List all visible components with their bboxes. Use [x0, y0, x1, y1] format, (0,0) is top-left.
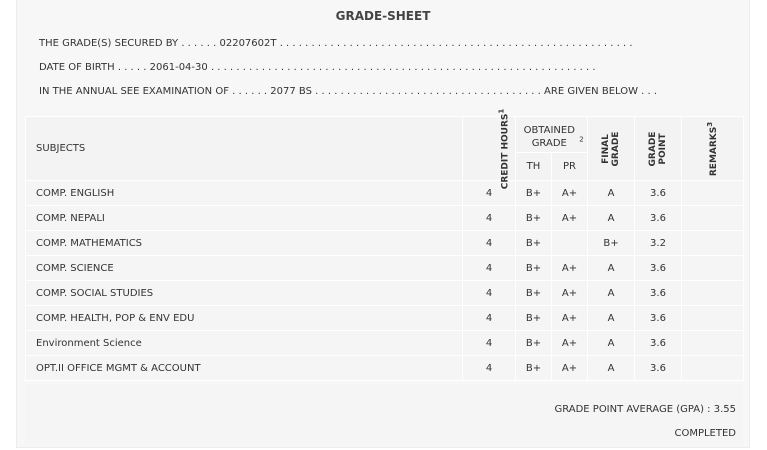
remarks-cell	[682, 306, 744, 331]
credit-hours-cell: 4	[463, 331, 516, 356]
th-grade-cell: B+	[516, 331, 552, 356]
dob-line	[39, 62, 596, 73]
grade-point-label: GRADE POINT	[648, 131, 668, 166]
table-row	[26, 306, 744, 331]
th-grade-cell: B+	[516, 306, 552, 331]
result-status: COMPLETED	[674, 428, 736, 439]
header-th: TH	[516, 153, 552, 181]
th-grade-cell: B+	[516, 206, 552, 231]
leader-dots: . . . . .	[117, 62, 150, 73]
final-grade-cell: A	[588, 181, 635, 206]
subject-cell: COMP. MATHEMATICS	[26, 231, 463, 256]
leader-dots: . . . . . .	[232, 86, 271, 97]
credit-hours-cell: 4	[463, 206, 516, 231]
gpa-summary: GRADE POINT AVERAGE (GPA) : 3.55	[554, 404, 736, 415]
grade-point-cell: 3.6	[635, 281, 682, 306]
credit-hours-cell: 4	[463, 181, 516, 206]
table-row	[26, 356, 744, 381]
remarks-cell	[682, 331, 744, 356]
subject-cell: COMP. NEPALI	[26, 206, 463, 231]
pr-grade-cell: A+	[552, 331, 588, 356]
header-final-grade	[588, 117, 635, 181]
pr-grade-cell	[552, 231, 588, 256]
table-row	[26, 206, 744, 231]
subject-cell: Environment Science	[26, 331, 463, 356]
table-row	[26, 231, 744, 256]
header-credit-hours	[463, 108, 516, 189]
final-grade-cell: A	[588, 206, 635, 231]
th-grade-cell: B+	[516, 181, 552, 206]
table-row	[26, 181, 744, 206]
header-subjects: SUBJECTS	[26, 117, 463, 181]
remarks-cell	[682, 281, 744, 306]
final-grade-cell: A	[588, 331, 635, 356]
pr-grade-cell: A+	[552, 356, 588, 381]
final-grade-cell: A	[588, 256, 635, 281]
th-grade-cell: B+	[516, 231, 552, 256]
remarks-cell	[682, 256, 744, 281]
header-obtained-grade	[516, 117, 588, 153]
grade-point-cell: 3.6	[635, 256, 682, 281]
remarks-cell	[682, 181, 744, 206]
credit-hours-cell: 4	[463, 281, 516, 306]
credit-hours-cell: 4	[463, 231, 516, 256]
pr-grade-cell: A+	[552, 256, 588, 281]
sheet-title: GRADE-SHEET	[335, 9, 431, 23]
subject-cell: COMP. HEALTH, POP & ENV EDU	[26, 306, 463, 331]
summary-box	[25, 384, 743, 446]
grade-point-cell: 3.6	[635, 356, 682, 381]
pr-grade-cell: A+	[552, 281, 588, 306]
th-grade-cell: B+	[516, 356, 552, 381]
header-grade-point	[635, 117, 682, 181]
table-row	[26, 281, 744, 306]
exam-suffix: ARE GIVEN BELOW . . .	[544, 86, 658, 97]
th-grade-cell: B+	[516, 256, 552, 281]
dob-value: 2061-04-30	[149, 62, 208, 73]
remarks-cell	[682, 231, 744, 256]
exam-value: 2077 BS	[270, 86, 312, 97]
pr-grade-cell: A+	[552, 306, 588, 331]
leader-dots: . . . . . . . . . . . . . . . . . . . . . . . . . . . . . . . . . . . . . . . . . . . . . . . . . . . . . . . .	[279, 38, 633, 49]
secured-by-value: 02207602T	[219, 38, 277, 49]
obtained-grade-label: OBTAINED GRADE	[523, 124, 575, 149]
obtained-grade-sup: 2	[579, 135, 584, 144]
grade-point-cell: 3.2	[635, 231, 682, 256]
subject-cell: COMP. ENGLISH	[26, 181, 463, 206]
leader-dots: . . . . . . . . . . . . . . . . . . . . . . . . . . . . . . . . . . . .	[315, 86, 545, 97]
secured-by-label: THE GRADE(S) SECURED BY	[39, 38, 179, 49]
remarks-cell	[682, 356, 744, 381]
credit-hours-cell: 4	[463, 356, 516, 381]
header-pr: PR	[552, 153, 588, 181]
exam-line	[39, 86, 657, 97]
final-grade-label: FINAL GRADE	[601, 131, 621, 166]
final-grade-cell: A	[588, 356, 635, 381]
dob-label: DATE OF BIRTH	[39, 62, 115, 73]
table-row	[26, 256, 744, 281]
leader-dots: . . . . . .	[181, 38, 220, 49]
secured-by-line	[39, 38, 633, 49]
final-grade-cell: A	[588, 281, 635, 306]
final-grade-cell: A	[588, 306, 635, 331]
th-grade-cell: B+	[516, 281, 552, 306]
credit-hours-cell: 4	[463, 256, 516, 281]
subject-cell: COMP. SCIENCE	[26, 256, 463, 281]
exam-label: IN THE ANNUAL SEE EXAMINATION OF	[39, 86, 229, 97]
grade-point-cell: 3.6	[635, 306, 682, 331]
remarks-cell	[682, 206, 744, 231]
subject-cell: COMP. SOCIAL STUDIES	[26, 281, 463, 306]
pr-grade-cell: A+	[552, 206, 588, 231]
credit-hours-cell: 4	[463, 306, 516, 331]
leader-dots: . . . . . . . . . . . . . . . . . . . . . . . . . . . . . . . . . . . . . . . . . . . . . . . . . . . . . . . . . . . . .	[210, 62, 596, 73]
grade-point-cell: 3.6	[635, 206, 682, 231]
table-row	[26, 331, 744, 356]
pr-grade-cell: A+	[552, 181, 588, 206]
header-remarks	[682, 117, 744, 181]
grade-point-cell: 3.6	[635, 331, 682, 356]
grade-point-cell: 3.6	[635, 181, 682, 206]
remarks-label: REMARKS$^3$	[706, 121, 720, 176]
credit-hours-label: CREDIT HOURS$^1$	[497, 108, 511, 189]
grade-sheet	[16, 0, 750, 448]
final-grade-cell: B+	[588, 231, 635, 256]
grade-table	[25, 108, 744, 381]
grade-table-wrapper	[25, 108, 743, 381]
subject-cell: OPT.II OFFICE MGMT & ACCOUNT	[26, 356, 463, 381]
